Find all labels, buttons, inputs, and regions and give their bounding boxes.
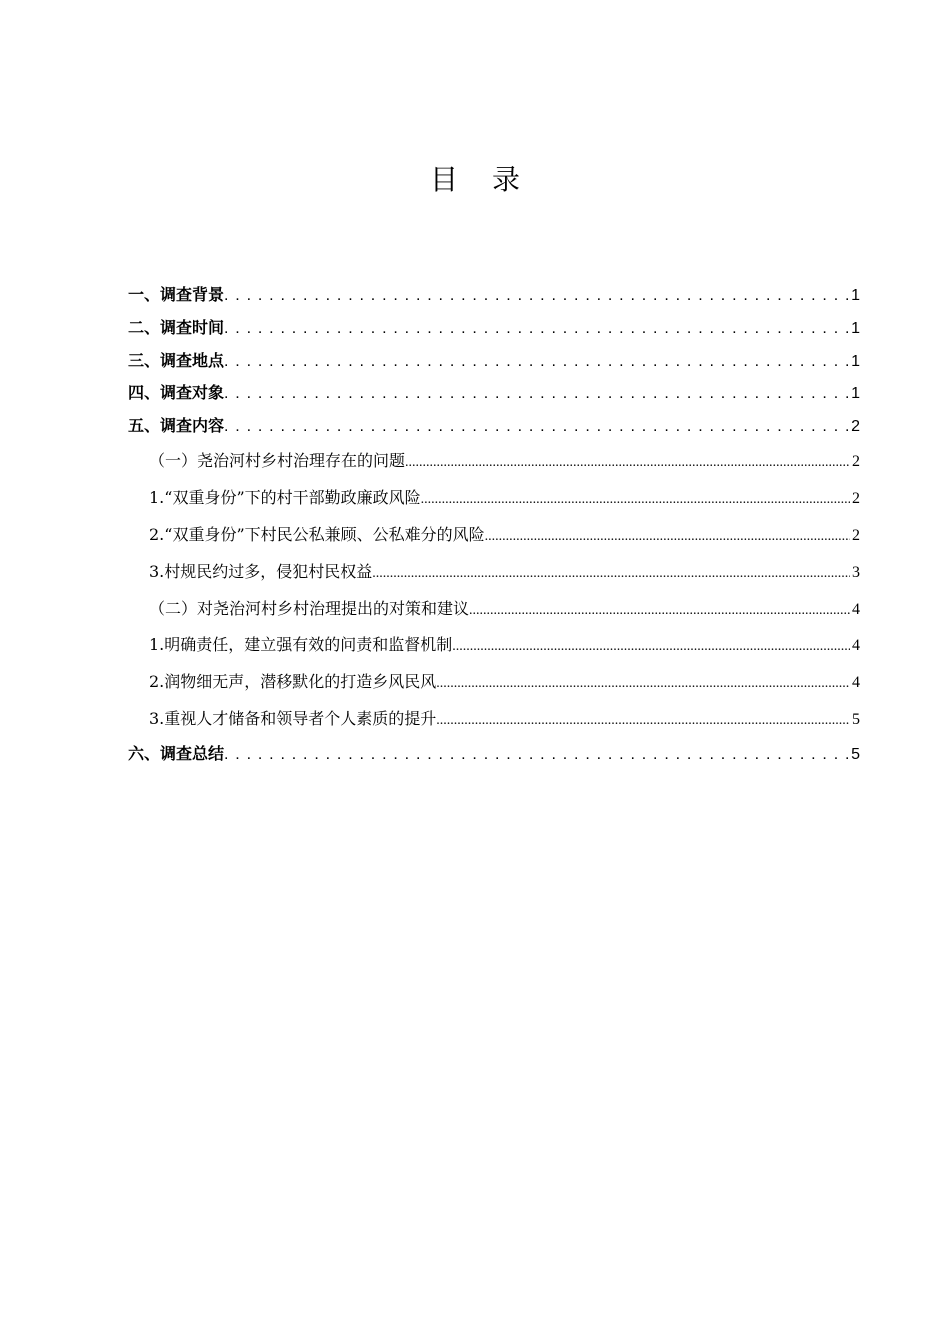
toc-entry-label: 1.明确责任，建立强有效的问责和监督机制 [149,635,453,655]
toc-entry-label: 2.润物细无声，潜移默化的打造乡风民风 [149,672,437,692]
toc-page-number: 2 [851,418,860,436]
toc-dot-leader [224,410,849,443]
toc-entry-label: 三、调查地点 [128,350,225,370]
toc-subentry[interactable] [128,701,860,738]
toc-dot-leader [469,591,850,628]
toc-entry[interactable] [128,377,860,410]
toc-entry[interactable] [128,410,860,443]
toc-dot-leader [452,627,850,664]
toc-dot-leader [224,377,849,410]
toc-entry[interactable] [128,279,860,312]
toc-page-number: 4 [852,674,860,692]
toc-entry-label: 1.“双重身份”下的村干部勤政廉政风险 [149,487,421,507]
page-title: 目录 [429,163,554,196]
toc-entry-label: 二、调查时间 [128,317,225,337]
toc-entry-label: 2.“双重身份”下村民公私兼顾、公私难分的风险 [149,524,485,544]
toc-entry-label: 四、调查对象 [128,383,225,403]
toc-dot-leader [421,480,850,517]
toc-entry-label: 一、调查背景 [128,285,225,304]
toc-subentry[interactable] [128,591,860,628]
toc-page-number: 2 [852,489,860,507]
toc-page-number: 2 [852,452,860,470]
toc-dot-leader [405,443,850,480]
toc-page-number: 1 [851,352,860,370]
toc-page-number: 4 [852,637,860,655]
toc-page-number: 5 [852,711,860,729]
toc-page-number: 2 [852,526,860,544]
table-of-contents [128,279,860,771]
toc-entry-label: 五、调查内容 [128,416,225,436]
toc-dot-leader [372,554,850,591]
toc-dot-leader [436,701,850,738]
toc-entry[interactable] [128,345,860,378]
toc-page-number: 5 [851,746,860,764]
toc-dot-leader [436,664,850,701]
toc-dot-leader [224,345,849,378]
toc-page-number: 3 [852,563,860,581]
toc-page-number: 4 [852,600,860,618]
toc-entry-label: 3.重视人才储备和领导者个人素质的提升 [149,709,437,729]
toc-entry[interactable] [128,312,860,345]
toc-dot-leader [485,517,850,554]
toc-dot-leader [224,312,849,345]
toc-entry[interactable] [128,738,860,771]
toc-dot-leader [224,738,849,771]
toc-subentry[interactable] [128,664,860,701]
toc-subentry[interactable] [128,443,860,480]
toc-entry-label: （二）对尧治河村乡村治理提出的对策和建议 [149,598,470,618]
toc-entry-label: （一）尧治河村乡村治理存在的问题 [149,450,406,470]
toc-subentry[interactable] [128,554,860,591]
toc-dot-leader [224,279,849,312]
toc-page-number: 1 [851,385,860,403]
toc-entry-label: 3.村规民约过多，侵犯村民权益 [149,561,373,581]
toc-page-number: 1 [851,319,860,337]
toc-entry-label: 六、调查总结 [128,744,225,764]
toc-subentry[interactable] [128,517,860,554]
toc-subentry[interactable] [128,627,860,664]
toc-page-number: 1 [851,287,860,304]
toc-subentry[interactable] [128,480,860,517]
